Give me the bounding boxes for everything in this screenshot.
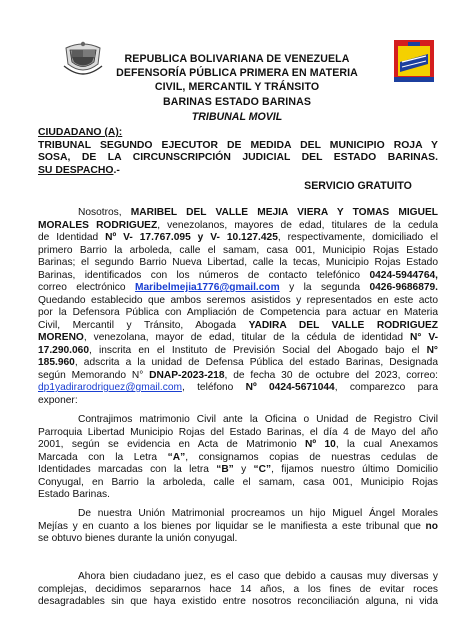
document-subtitle: TRIBUNAL MOVIL bbox=[191, 111, 283, 123]
text-line bbox=[38, 521, 438, 534]
text-line bbox=[38, 320, 438, 333]
text-segment: Nº 10 bbox=[305, 439, 336, 450]
text-segment: correo electrónico bbox=[38, 282, 135, 293]
header-line-4: BARINAS ESTADO BARINAS bbox=[163, 95, 311, 108]
text-line bbox=[38, 571, 438, 584]
text-line bbox=[38, 395, 438, 408]
text-segment: , respectivamente, domiciliado el bbox=[277, 232, 438, 243]
text-line bbox=[38, 345, 438, 358]
header-line-1: REPUBLICA BOLIVARIANA DE VENEZUELA bbox=[124, 53, 350, 65]
text-segment: , venezolana, mayor de edad, titular de la cédula de identidad bbox=[83, 332, 410, 343]
text-segment: de Identidad bbox=[38, 232, 106, 243]
text-line bbox=[38, 427, 438, 440]
text-segment: , comparezco para bbox=[334, 382, 438, 393]
paragraph-3 bbox=[38, 508, 438, 546]
text-line bbox=[38, 452, 438, 465]
text-segment: Nº 0424-5671044 bbox=[245, 382, 335, 393]
text-segment: Contrajimos matrimonio Civil ante la Oficina o Unidad de Registro Civil bbox=[78, 414, 438, 425]
text-segment: 0424-5944764, bbox=[369, 269, 438, 281]
text-line bbox=[38, 282, 438, 295]
text-line bbox=[38, 332, 438, 345]
text-segment: Nosotros, bbox=[78, 207, 131, 218]
text-line bbox=[38, 232, 438, 245]
text-segment: DNAP-2023-218 bbox=[149, 369, 225, 381]
text-segment: Parroquia Libertad Municipio Rojas del Estado Barinas, el día 4 de Mayo del año bbox=[38, 426, 438, 438]
text-line bbox=[38, 439, 438, 452]
text-segment: Estado Barinas. bbox=[38, 489, 110, 500]
text-line bbox=[38, 584, 438, 597]
text-segment: , la cual Anexamos bbox=[335, 439, 438, 450]
text-segment: “B” bbox=[216, 464, 234, 475]
text-segment: “C” bbox=[253, 464, 272, 475]
text-segment: Quedando establecido que ambos seremos asistidos y representados en este acto bbox=[38, 294, 438, 306]
text-line bbox=[38, 257, 438, 270]
text-line bbox=[38, 414, 438, 427]
text-line bbox=[38, 357, 438, 370]
text-line bbox=[38, 382, 438, 395]
document-header bbox=[0, 52, 474, 109]
text-line bbox=[38, 295, 438, 308]
paragraph-1 bbox=[38, 207, 438, 407]
text-segment: Marcada con la Letra bbox=[38, 451, 168, 463]
header-line-3: CIVIL, MERCANTIL Y TRÁNSITO bbox=[154, 81, 320, 94]
email-link[interactable]: Maribelmejia1776@gmail.com bbox=[134, 282, 280, 293]
text-segment: , venezolanos, mayores de edad, titulares de la cedula bbox=[157, 219, 438, 231]
text-line bbox=[38, 508, 438, 521]
text-line bbox=[38, 270, 438, 283]
service-label: SERVICIO GRATUITO bbox=[304, 180, 412, 192]
text-line bbox=[38, 464, 438, 477]
text-segment: , inscrita en el Instituto de Previsión Social del Abogado bajo el bbox=[89, 344, 427, 356]
text-segment: YADIRA DEL VALLE RODRIGUEZ bbox=[248, 319, 438, 331]
text-line bbox=[38, 596, 438, 609]
text-segment: no bbox=[425, 520, 438, 532]
text-segment: Nº V- 17.767.095 y V- 10.127.425 bbox=[105, 232, 278, 243]
text-segment: N° bbox=[426, 344, 438, 356]
text-line bbox=[38, 245, 438, 258]
text-segment: Civil, Mercantil y Tránsito, Abogada bbox=[38, 319, 249, 331]
text-segment: Mejías y en cuanto a los bienes por liquidar se le manifiesta a este tribunal que bbox=[38, 520, 426, 532]
text-segment: Conyugal, en Barrio la arboleda, calle el samam, casa 001, Municipio Rojas bbox=[38, 476, 438, 488]
text-segment: desagradables sin que haya existido entre nosotros reconciliación alguna, ni vida bbox=[38, 596, 438, 607]
email-link[interactable]: dp1yadirarodriguez@gmail.com bbox=[38, 382, 182, 393]
text-line bbox=[38, 477, 438, 490]
text-segment: según Memorando N° bbox=[38, 369, 150, 381]
text-segment: , fijamos nuestro último Domicilio bbox=[271, 464, 438, 475]
paragraph-4 bbox=[38, 571, 438, 609]
addressee-line-3: SU DESPACHO bbox=[38, 164, 114, 176]
text-segment: 185.960 bbox=[38, 357, 75, 368]
text-segment: y bbox=[233, 464, 254, 475]
text-line bbox=[38, 207, 438, 220]
text-line bbox=[38, 533, 438, 546]
addressee-salutation: CIUDADANO (A): bbox=[38, 127, 123, 138]
addressee-line-3-suffix: .- bbox=[113, 164, 120, 176]
text-segment: por la Defensora Pública con Ampliación de Competencia para actuar en Materia bbox=[38, 307, 438, 318]
text-segment: MORENO bbox=[38, 332, 84, 343]
text-line bbox=[38, 220, 438, 233]
text-segment: exponer: bbox=[38, 394, 78, 406]
addressee-line-2: SOSA, DE LA CIRCUNSCRIPCIÓN JUDICIAL DEL ESTADO BARINAS. bbox=[38, 152, 438, 164]
text-segment: , teléfono bbox=[181, 382, 246, 393]
text-segment: primero Barrio la arboleda, calle el samam, casa 001, Municipio Rojas Estado bbox=[38, 244, 438, 256]
text-segment: , consignamos copias de nuestras cedulas de bbox=[185, 451, 438, 463]
addressee-block bbox=[38, 127, 438, 177]
text-line bbox=[38, 307, 438, 320]
text-segment: Barinas; el segundo Barrio Nueva Libertad, calle la tecas, Municipio Rojas Estado bbox=[38, 257, 438, 268]
text-segment: y la segunda bbox=[279, 282, 370, 293]
addressee-line-1: TRIBUNAL SEGUNDO EJECUTOR DE MEDIDA DEL MUNICIPIO ROJA Y bbox=[38, 139, 438, 151]
text-segment: “A” bbox=[167, 451, 186, 463]
text-segment: Identidades marcadas con la letra bbox=[38, 464, 217, 475]
text-line bbox=[38, 489, 438, 502]
paragraph-2 bbox=[38, 414, 438, 502]
header-line-2: DEFENSORÍA PÚBLICA PRIMERA EN MATERIA bbox=[116, 67, 358, 80]
text-segment: Barinas, identificados con los números de contacto telefónico bbox=[38, 269, 370, 281]
text-segment: Ahora bien ciudadano juez, es el caso que debido a causas muy diversas y bbox=[78, 571, 438, 582]
text-segment: MARIBEL DEL VALLE MEJIA VIERA Y TOMAS MIGUEL bbox=[130, 207, 438, 218]
text-segment: complejas, decidimos separarnos hace 14 años, a los fines de evitar roces bbox=[38, 583, 438, 595]
text-segment: MORALES RODRIGUEZ bbox=[38, 219, 158, 231]
text-segment: 17.290.060 bbox=[38, 344, 89, 356]
text-segment: 2001, según se evidencia en Acta de Matrimonio bbox=[38, 439, 306, 450]
text-segment: se obtuvo bienes durante la unión conyugal. bbox=[38, 533, 238, 544]
text-line bbox=[38, 370, 438, 383]
text-segment: De nuestra Unión Matrimonial procreamos un hijo Miguel Ángel Morales bbox=[78, 508, 438, 519]
text-segment: , adscrita a la unidad de Defensa Pública del estado Barinas, Designada bbox=[74, 357, 438, 368]
text-segment: 0426-9686879. bbox=[369, 282, 439, 293]
text-segment: N° V- bbox=[410, 332, 438, 343]
text-segment: , de fecha 30 de octubre del 2023, correo: bbox=[224, 369, 438, 381]
